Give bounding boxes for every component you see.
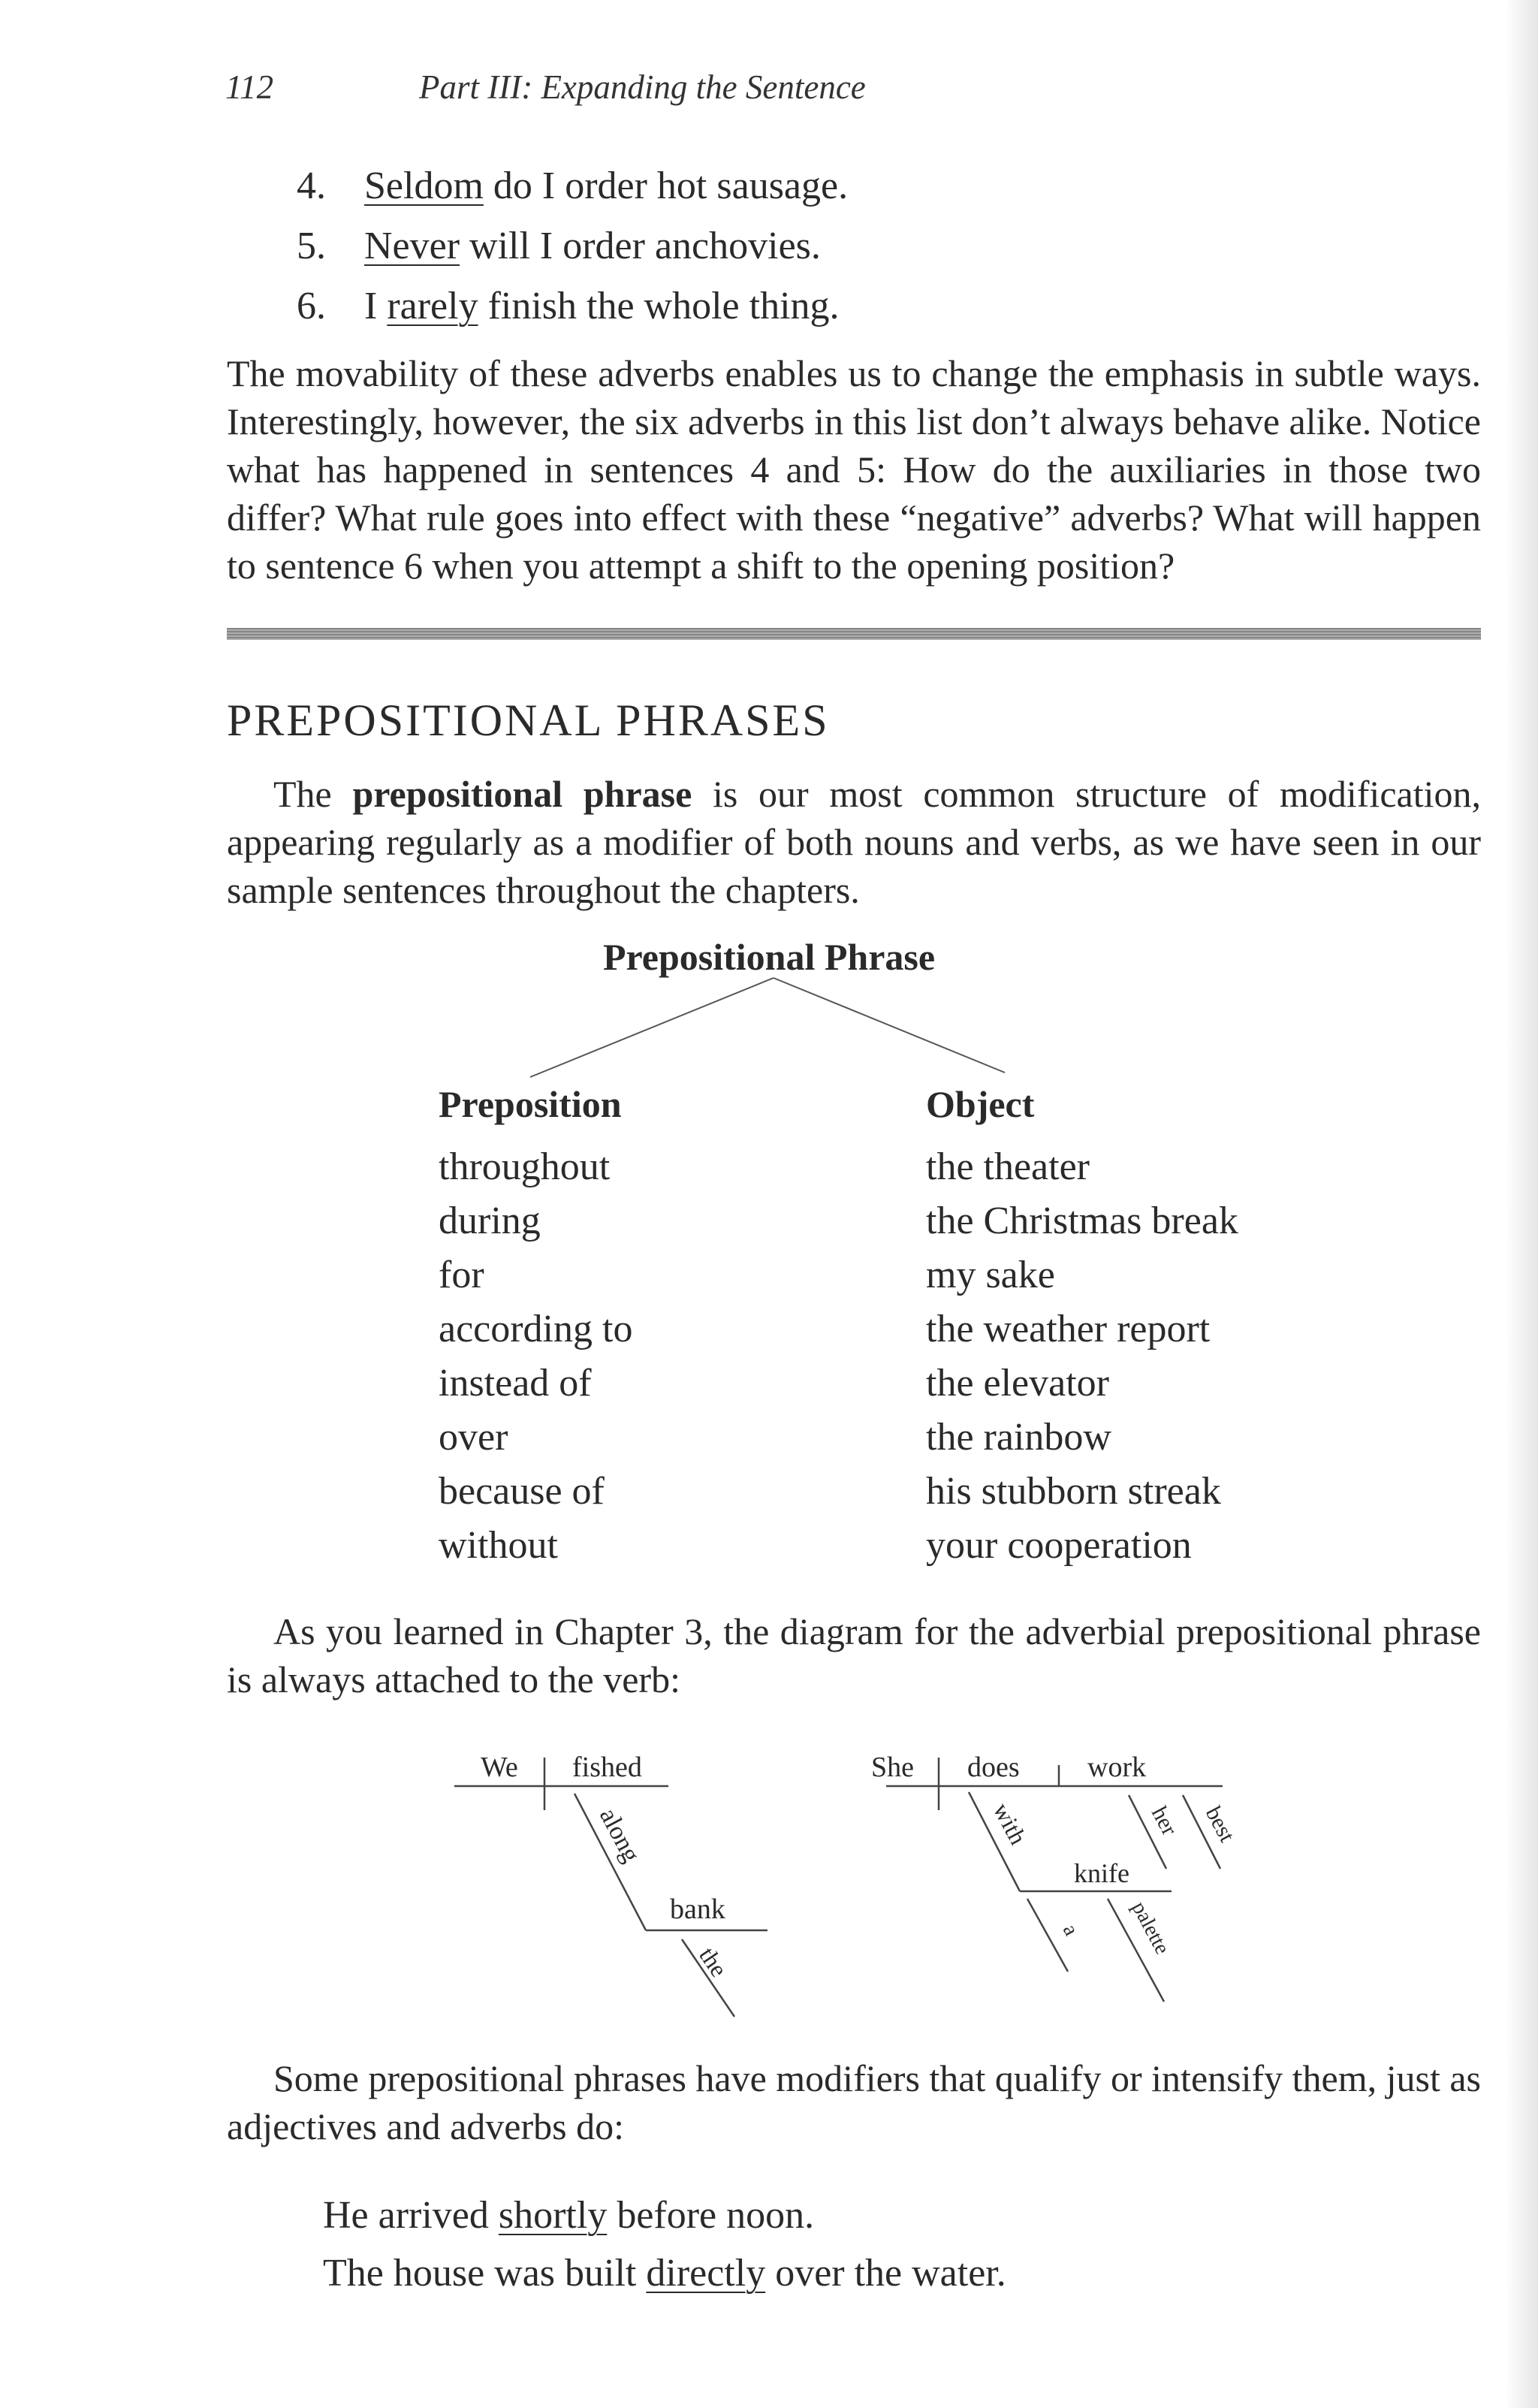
object-cell: the weather report (926, 1308, 1211, 1350)
list-number: 6. (297, 285, 326, 327)
d2-object: knife (1074, 1858, 1129, 1888)
preposition-cell: instead of (439, 1362, 592, 1405)
object-cell: the Christmas break (926, 1199, 1238, 1242)
object-cell: the elevator (926, 1362, 1109, 1405)
diagram-she-does-work (886, 1758, 1223, 2002)
example-text-after: over the water. (765, 2252, 1006, 2295)
intro-text-after: is our most common structure of modification, appearing regularly as a modifier of both nouns and verbs, as we have seen in our sample sentences throughout the chapters. (227, 773, 1481, 911)
d2-object-modifier-1: a (1057, 1920, 1084, 1940)
adverb-movability-paragraph: The movability of these adverbs enables us to change the emphasis in subtle ways. Interestingly, however, the six adverbs in this list don’t always behave alike. Notice what has happened in sentences 4 and 5: How do the auxiliaries in those two differ? What rule goes into effect with these “negative” adverbs? What will happen to sentence 6 when you attempt a shift to the opening position? (227, 352, 1481, 587)
object-cell: my sake (926, 1254, 1055, 1296)
underlined-adverb: Never (364, 225, 460, 267)
bold-term: prepositional phrase (352, 773, 692, 815)
diagram-intro-paragraph: As you learned in Chapter 3, the diagram for the adverbial prepositional phrase is always attached to the verb: (227, 1610, 1481, 1700)
section-divider-rule (227, 628, 1481, 640)
list-item (297, 276, 848, 336)
list-text-before: I (364, 285, 388, 327)
diagram-we-fished (454, 1758, 767, 2017)
example-text-before: He arrived (323, 2194, 499, 2237)
example-text-after: before noon. (607, 2194, 815, 2237)
preposition-cell: throughout (439, 1145, 611, 1188)
page-number: 112 (225, 68, 274, 106)
object-cell: the theater (926, 1145, 1090, 1188)
page-edge-shadow (1505, 0, 1538, 2408)
d2-preposition: with (988, 1798, 1033, 1849)
d2-verb-modifier-2: best (1200, 1802, 1240, 1846)
list-item (297, 156, 848, 216)
d2-verb: work (1087, 1752, 1147, 1783)
preposition-cell: for (439, 1254, 484, 1296)
running-head: Part III: Expanding the Sentence (419, 68, 866, 106)
list-number: 5. (297, 225, 326, 267)
underlined-qualifier: shortly (498, 2194, 608, 2237)
d1-subject: We (481, 1752, 518, 1783)
tree-branch-right (774, 978, 1005, 1073)
phrase-tree-title: Prepositional Phrase (602, 936, 936, 978)
intro-text-before: The (273, 773, 353, 815)
object-cell: his stubborn streak (926, 1470, 1221, 1513)
modifier-intro-paragraph: Some prepositional phrases have modifiers that qualify or intensify them, just as adjectives and adverbs do: (227, 2057, 1482, 2147)
example-sentence (323, 2193, 814, 2238)
tree-branch-left (530, 978, 774, 1077)
object-cell: the rainbow (926, 1416, 1111, 1459)
underlined-adverb: Seldom (364, 164, 484, 207)
prepositional-phrase-intro (227, 770, 1481, 914)
preposition-cell: during (439, 1199, 541, 1242)
d2-aux: does (967, 1752, 1020, 1783)
preposition-header: Preposition (439, 1083, 622, 1125)
preposition-column (439, 1077, 632, 1573)
example-sentence (323, 2251, 1006, 2295)
d2-verb-modifier-1: her (1146, 1802, 1182, 1840)
adverb-example-list (297, 156, 848, 336)
underlined-qualifier: directly (646, 2252, 766, 2295)
d1-object: bank (670, 1894, 725, 1925)
list-text-after: will I order anchovies. (460, 225, 821, 267)
object-column (926, 1077, 1238, 1573)
d2-object-modifier-2: palette (1126, 1897, 1175, 1959)
example-text-before: The house was built (323, 2252, 647, 2295)
preposition-cell: because of (439, 1470, 605, 1513)
list-text-after: do I order hot sausage. (483, 164, 849, 207)
preposition-cell: without (439, 1524, 558, 1567)
d1-verb: fished (572, 1752, 642, 1783)
preposition-cell: over (439, 1416, 508, 1459)
sentence-diagrams (421, 1735, 1277, 2020)
preposition-cell: according to (439, 1308, 633, 1350)
list-text-after: finish the whole thing. (478, 285, 840, 327)
d2-subject: She (871, 1752, 914, 1783)
list-item (297, 216, 848, 276)
d1-preposition: along (593, 1803, 646, 1867)
section-title: PREPOSITIONAL PHRASES (227, 696, 830, 745)
d1-modifier: the (694, 1942, 733, 1982)
object-header: Object (926, 1083, 1035, 1125)
underlined-adverb: rarely (387, 285, 478, 327)
list-number: 4. (297, 164, 326, 207)
object-cell: your cooperation (926, 1524, 1192, 1567)
phrase-tree-branches (526, 976, 1021, 1082)
